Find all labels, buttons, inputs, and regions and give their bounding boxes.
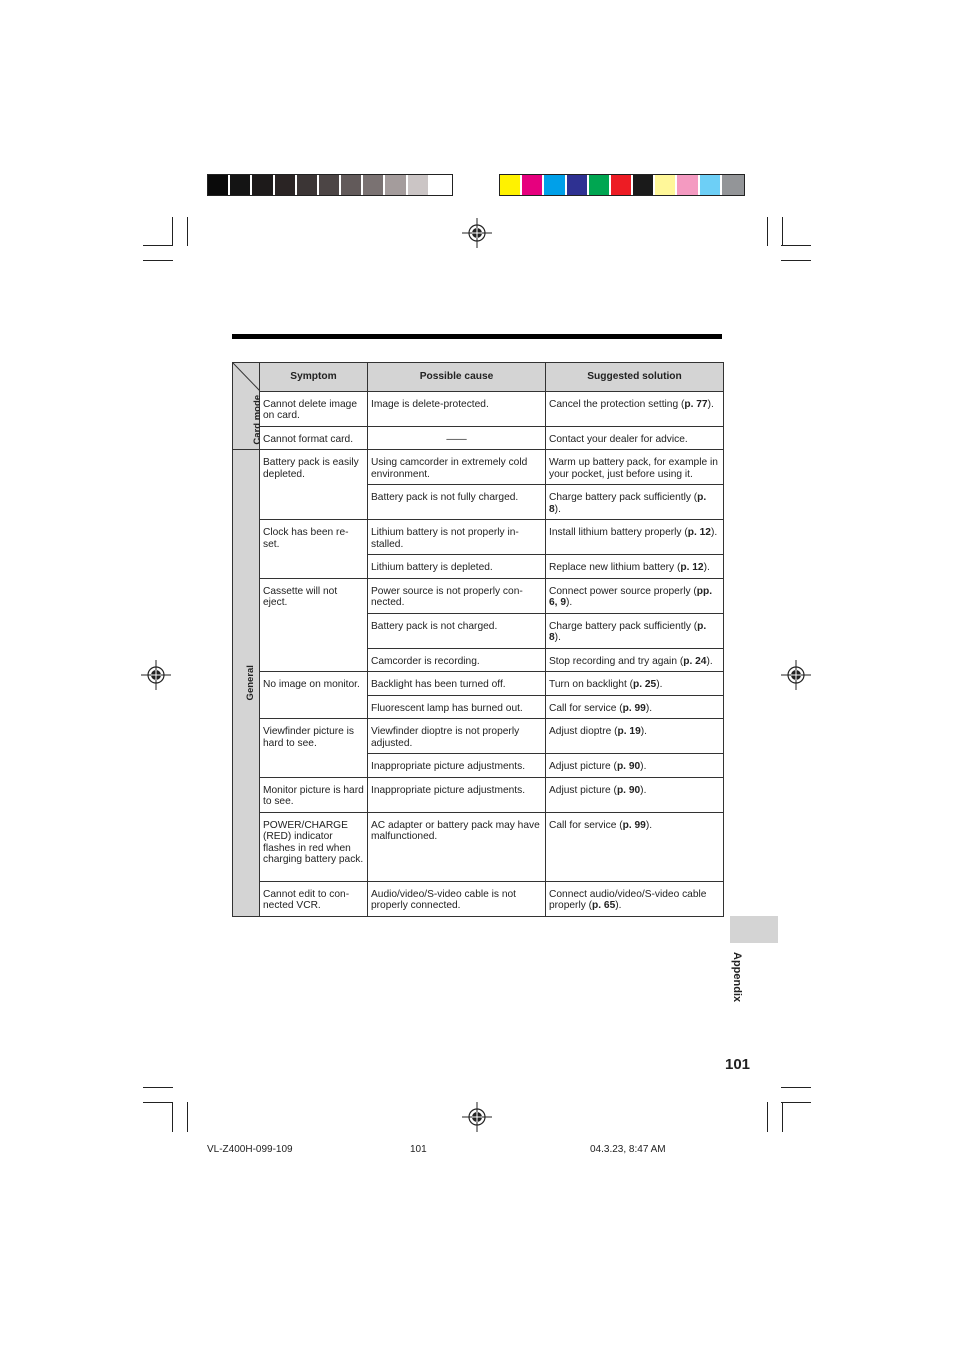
color-swatch — [567, 175, 589, 195]
cause-cell: Camcorder is recording. — [368, 648, 546, 672]
symptom-cell: Cannot format card. — [260, 426, 368, 450]
symptom-cell: Cannot edit to con-nected VCR. — [260, 881, 368, 916]
cause-cell: Backlight has been turned off. — [368, 672, 546, 696]
table-header-row — [233, 363, 724, 392]
page-reference: p. 25 — [633, 679, 657, 690]
footer-page: 101 — [410, 1144, 427, 1155]
solution-cell: Replace new lithium battery (p. 12). — [546, 555, 724, 579]
solution-cell: Charge battery pack sufficiently (p. 8). — [546, 485, 724, 520]
page-reference: p. 19 — [617, 726, 641, 737]
color-swatch — [700, 175, 722, 195]
diagonal-divider — [233, 363, 260, 391]
page-reference: p. 8 — [549, 620, 707, 643]
troubleshooting-table — [232, 362, 724, 917]
color-swatch — [385, 175, 407, 195]
cause-cell: —— — [368, 426, 546, 450]
color-swatch — [208, 175, 230, 195]
table-row — [233, 672, 724, 696]
color-swatch — [341, 175, 363, 195]
crop-mark — [781, 260, 811, 261]
crop-mark — [767, 1102, 768, 1132]
color-swatch — [430, 175, 452, 195]
table-row — [233, 812, 724, 881]
section-label-card-mode: Card mode — [233, 391, 260, 450]
cause-cell: Battery pack is not charged. — [368, 613, 546, 648]
color-swatch — [252, 175, 274, 195]
color-swatch — [633, 175, 655, 195]
cause-cell: Battery pack is not fully charged. — [368, 485, 546, 520]
crop-mark — [143, 1102, 173, 1103]
page-reference: p. 77 — [684, 398, 708, 410]
color-calibration-bar-grayscale — [207, 174, 453, 196]
crop-mark — [143, 1087, 173, 1088]
table-row — [233, 578, 724, 613]
cause-cell: Power source is not properly con-nected. — [368, 578, 546, 613]
crop-mark — [172, 217, 173, 246]
crop-mark — [143, 260, 173, 261]
header-solution: Suggested solution — [546, 363, 724, 392]
solution-cell: Connect power source properly (pp. 6, 9). — [546, 578, 724, 613]
registration-mark-icon — [781, 660, 811, 690]
header-symptom: Symptom — [260, 363, 368, 392]
color-swatch — [297, 175, 319, 195]
cause-cell: Inappropriate picture adjustments. — [368, 777, 546, 812]
color-swatch — [319, 175, 341, 195]
crop-mark — [781, 245, 811, 246]
cause-cell: Inappropriate picture adjustments. — [368, 754, 546, 778]
header-cause: Possible cause — [368, 363, 546, 392]
page-reference: pp. 6, 9 — [549, 585, 713, 608]
symptom-cell: Battery pack is easily depleted. — [260, 450, 368, 520]
color-swatch — [611, 175, 633, 195]
page-reference: p. 90 — [616, 784, 641, 796]
section-label-general: General — [233, 450, 260, 917]
page-reference: p. 99 — [622, 819, 646, 831]
color-swatch — [408, 175, 430, 195]
table-row — [233, 520, 724, 555]
header-corner — [233, 363, 260, 392]
cause-cell: Using camcorder in extremely cold environment. — [368, 450, 546, 485]
solution-cell: Adjust picture (p. 90). — [546, 754, 724, 778]
registration-mark-icon — [141, 660, 171, 690]
registration-mark-icon — [462, 1102, 492, 1132]
page-number: 101 — [725, 1056, 751, 1073]
color-swatch — [230, 175, 252, 195]
color-swatch — [655, 175, 677, 195]
registration-mark-icon — [462, 218, 492, 248]
solution-cell: Call for service (p. 99). — [546, 695, 724, 719]
cause-cell: Fluorescent lamp has burned out. — [368, 695, 546, 719]
color-swatch — [522, 175, 544, 195]
solution-cell: Turn on backlight (p. 25). — [546, 672, 724, 696]
footer-file-id: VL-Z400H-099-109 — [207, 1144, 293, 1155]
cause-cell: Audio/video/S-video cable is not properly connected. — [368, 881, 546, 916]
color-swatch — [363, 175, 385, 195]
page-reference: p. 24 — [683, 655, 707, 667]
color-calibration-bar-color — [499, 174, 745, 196]
cause-cell: Lithium battery is not properly in-stalled. — [368, 520, 546, 555]
crop-mark — [187, 1102, 188, 1132]
page-reference: p. 12 — [687, 527, 711, 538]
solution-cell: Stop recording and try again (p. 24). — [546, 648, 724, 672]
crop-mark — [143, 245, 173, 246]
cause-cell: Image is delete-protected. — [368, 391, 546, 426]
solution-cell: Adjust dioptre (p. 19). — [546, 719, 724, 754]
symptom-cell: Viewfinder picture is hard to see. — [260, 719, 368, 778]
color-swatch — [544, 175, 566, 195]
color-swatch — [500, 175, 522, 195]
footer-timestamp: 04.3.23, 8:47 AM — [590, 1144, 666, 1155]
table-row — [233, 881, 724, 916]
color-swatch — [677, 175, 699, 195]
symptom-cell: Clock has been re-set. — [260, 520, 368, 579]
symptom-cell: Cannot delete image on card. — [260, 391, 368, 426]
table-row — [233, 777, 724, 812]
page-reference: p. 12 — [680, 562, 704, 573]
solution-cell: Install lithium battery properly (p. 12). — [546, 520, 724, 555]
crop-mark — [187, 217, 188, 246]
section-tab-label: Appendix — [731, 952, 743, 1003]
crop-mark — [781, 1102, 811, 1103]
symptom-cell: POWER/CHARGE (RED) indicator flashes in red when charging battery pack. — [260, 812, 368, 881]
page-reference: p. 8 — [549, 492, 707, 515]
cause-cell: Lithium battery is depleted. — [368, 555, 546, 579]
page-reference: p. 90 — [616, 761, 641, 772]
symptom-cell: Monitor picture is hard to see. — [260, 777, 368, 812]
symptom-cell: No image on monitor. — [260, 672, 368, 719]
solution-cell: Call for service (p. 99). — [546, 812, 724, 881]
solution-cell: Connect audio/video/S-video cable properly (p. 65). — [546, 881, 724, 916]
table-row — [233, 450, 724, 485]
table-row — [233, 391, 724, 426]
symptom-cell: Cassette will not eject. — [260, 578, 368, 672]
crop-mark — [767, 217, 768, 246]
table-row — [233, 426, 724, 450]
section-tab — [730, 916, 778, 943]
crop-mark — [781, 1087, 811, 1088]
crop-mark — [782, 217, 783, 246]
solution-cell: Warm up battery pack, for example in your pocket, just before using it. — [546, 450, 724, 485]
page-reference: p. 65 — [592, 900, 616, 911]
crop-mark — [172, 1102, 173, 1132]
solution-cell: Contact your dealer for advice. — [546, 426, 724, 450]
color-swatch — [275, 175, 297, 195]
cause-cell: Viewfinder dioptre is not properly adjusted. — [368, 719, 546, 754]
color-swatch — [722, 175, 744, 195]
cause-cell: AC adapter or battery pack may have malfunctioned. — [368, 812, 546, 881]
page-reference: p. 99 — [622, 702, 646, 714]
solution-cell: Adjust picture (p. 90). — [546, 777, 724, 812]
color-swatch — [589, 175, 611, 195]
solution-cell: Charge battery pack sufficiently (p. 8). — [546, 613, 724, 648]
section-rule — [232, 334, 722, 339]
solution-cell: Cancel the protection setting (p. 77). — [546, 391, 724, 426]
table-row — [233, 719, 724, 754]
crop-mark — [782, 1102, 783, 1132]
